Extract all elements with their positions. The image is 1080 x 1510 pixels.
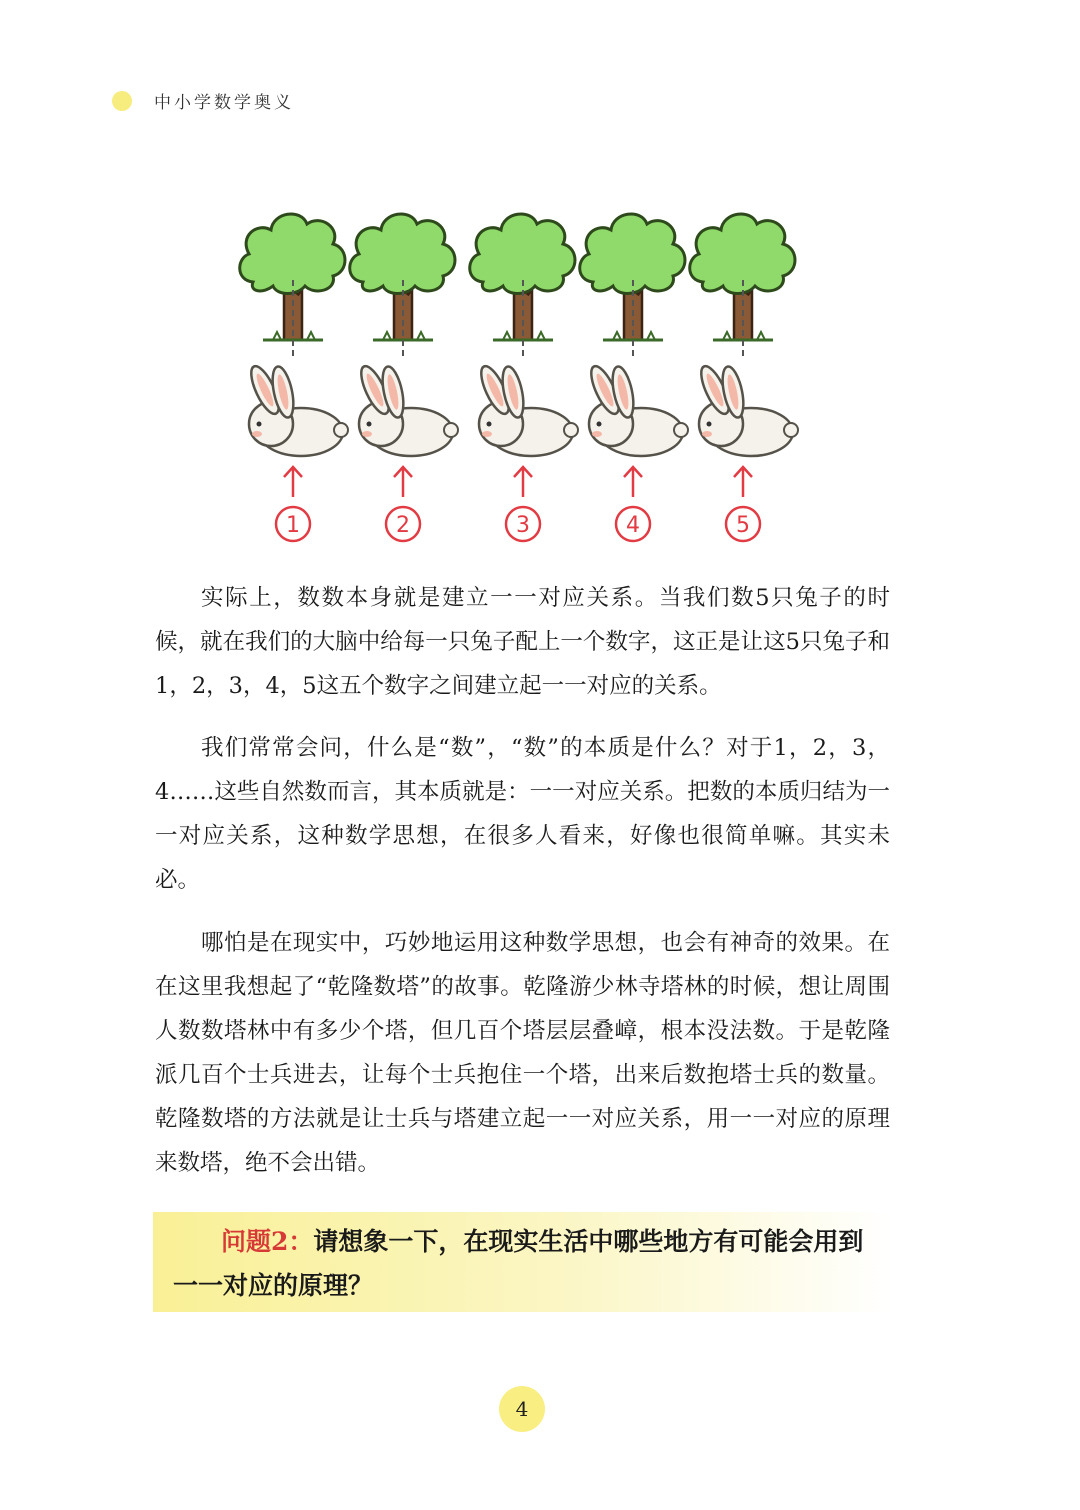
book-title: 中小学数学奥义 — [154, 93, 294, 113]
header-dot-icon — [112, 91, 132, 111]
up-arrow-icon — [514, 467, 532, 497]
page-number: 4 — [499, 1386, 545, 1432]
column-number: 4 — [626, 513, 640, 538]
correspondence-column-5 — [690, 214, 798, 541]
column-number: 1 — [286, 513, 300, 538]
question-text: 请想象一下，在现实生活中哪些地方有可能会用到一一对应的原理？ — [173, 1227, 864, 1300]
column-number: 2 — [396, 513, 410, 538]
up-arrow-icon — [394, 467, 412, 497]
rabbit-icon — [586, 363, 688, 456]
rabbit-icon — [476, 363, 578, 456]
running-header — [112, 88, 294, 113]
body-paragraph-1: 实际上，数数本身就是建立一一对应关系。当我们数5只兔子的时候，就在我们的大脑中给每一只兔子配上一个数字，这正是让这5只兔子和1，2，3，4，5这五个数字之间建立起一一对应的关系。 — [155, 585, 890, 699]
column-number: 3 — [516, 513, 530, 538]
up-arrow-icon — [284, 467, 302, 497]
body-paragraph-2: 我们常常会问，什么是“数”，“数”的本质是什么？对于1，2，3，4……这些自然数而言，其本质就是：一一对应关系。把数的本质归结为一一对应关系，这种数学思想，在很多人看来，好像也很简单嘛。其实未必。 — [155, 735, 890, 893]
question-text-block — [173, 1220, 873, 1308]
correspondence-column-4 — [580, 214, 688, 541]
body-paragraph-3: 哪怕是在现实中，巧妙地运用这种数学思想，也会有神奇的效果。在在这里我想起了“乾隆数塔”的故事。乾隆游少林寺塔林的时候，想让周围人数数塔林中有多少个塔，但几百个塔层层叠嶂，根本没法数。于是乾隆派几百个士兵进去，让每个士兵抱住一个塔，出来后数抱塔士兵的数量。乾隆数塔的方法就是让士兵与塔建立起一一对应关系，用一一对应的原理来数塔，绝不会出错。 — [155, 930, 890, 1176]
up-arrow-icon — [734, 467, 752, 497]
question-label: 问题2： — [221, 1227, 314, 1256]
rabbit-icon — [696, 363, 798, 456]
correspondence-column-1 — [240, 214, 348, 541]
rabbit-icon — [356, 363, 458, 456]
rabbit-icon — [246, 363, 348, 456]
correspondence-column-2 — [350, 214, 458, 541]
question-box — [153, 1212, 893, 1312]
up-arrow-icon — [624, 467, 642, 497]
tree-rabbit-correspondence-illustration — [230, 170, 830, 550]
correspondence-column-3 — [470, 214, 578, 541]
column-number: 5 — [736, 513, 750, 538]
